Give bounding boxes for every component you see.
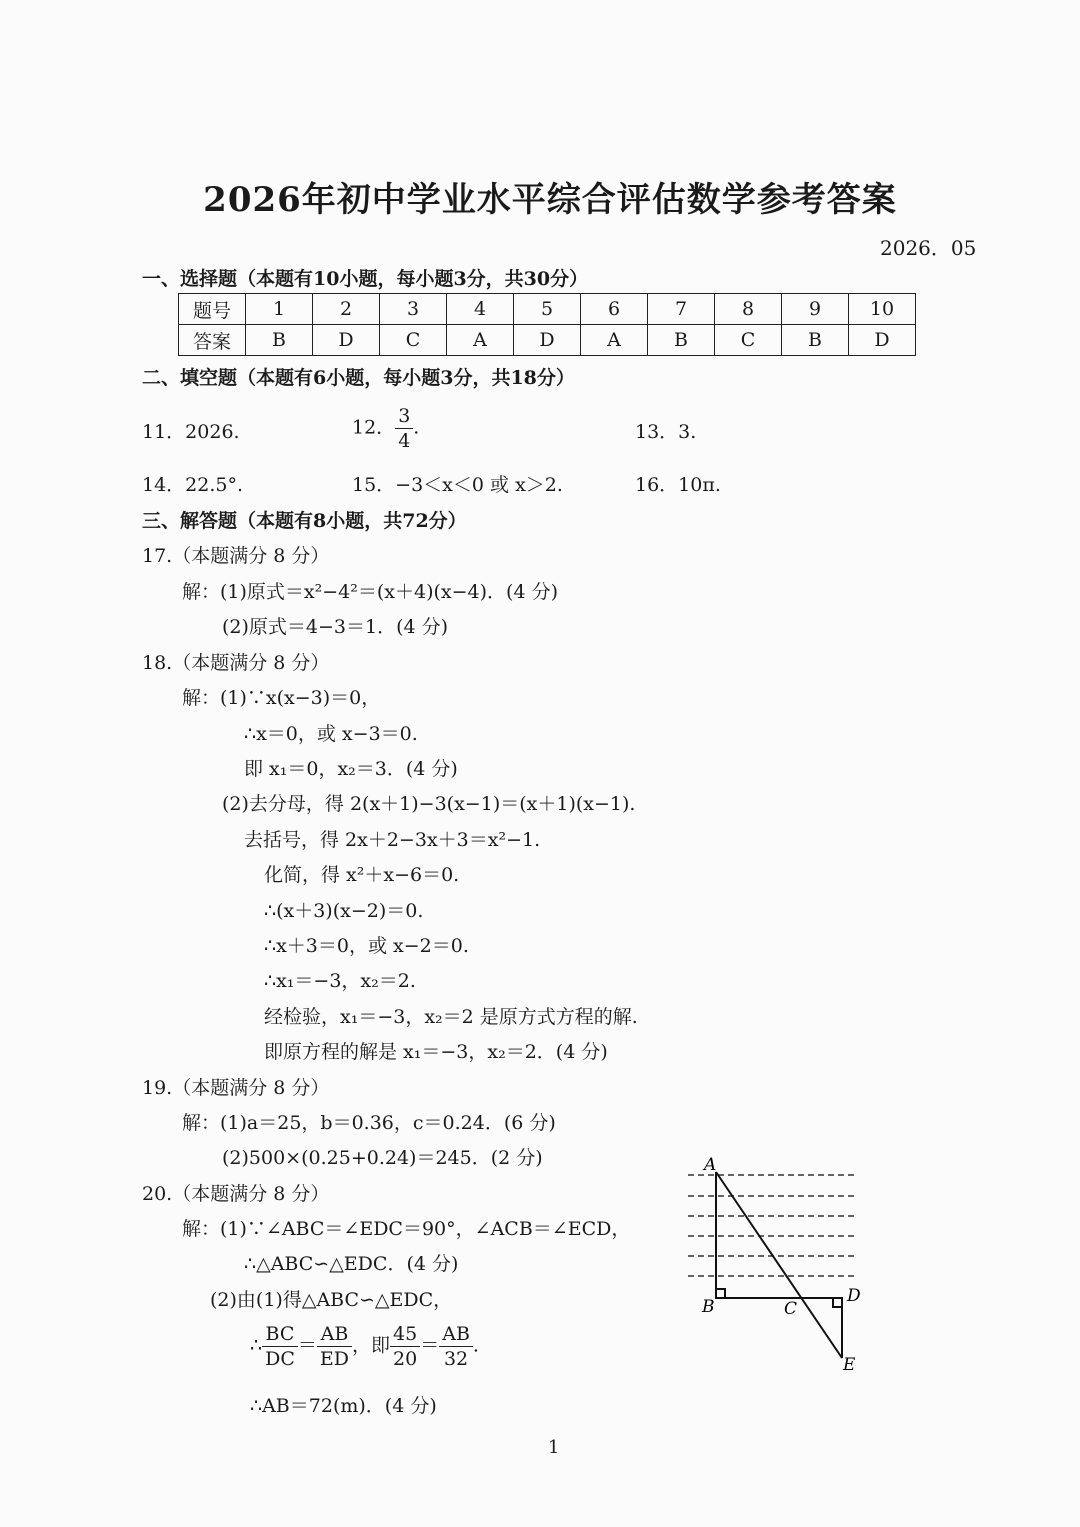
q12-tail: . [413, 416, 420, 439]
fraction-denominator: ED [319, 1348, 349, 1370]
q18-line: 去括号，得 2x＋2−3x＋3＝x²−1. [244, 829, 541, 851]
section2-heading: 二、填空题（本题有6小题，每小题3分，共18分） [142, 367, 575, 389]
q19-line: 解：(1)a＝25，b＝0.36，c＝0.24．(6 分) [182, 1112, 556, 1134]
table-cell: 4 [447, 294, 514, 325]
label-C: C [784, 1299, 798, 1319]
q17-line: (2)原式＝4−3＝1．(4 分) [222, 616, 449, 638]
q17-line: 解：(1)原式＝x²−4²＝(x＋4)(x−4)．(4 分) [182, 581, 559, 603]
label-D: D [847, 1286, 861, 1306]
table-cell: A [581, 325, 648, 356]
table-cell: A [447, 325, 514, 356]
table-cell: 7 [648, 294, 715, 325]
therefore-symbol: ∴ [250, 1334, 263, 1357]
table-header-question: 题号 [179, 294, 246, 325]
q18-header: 18.（本题满分 8 分） [142, 652, 330, 674]
connector-text: ，即 [352, 1334, 391, 1357]
fraction-denominator: 32 [443, 1348, 469, 1370]
answer-q12 [352, 404, 419, 453]
fraction [390, 1322, 420, 1371]
document-date: 2026．05 [880, 236, 977, 260]
fraction [262, 1322, 298, 1371]
fraction-numerator: 45 [390, 1322, 420, 1347]
period: . [472, 1334, 479, 1357]
answer-q16: 16．10π. [635, 474, 721, 496]
label-B: B [702, 1297, 715, 1317]
answer-q15: 15．−3＜x＜0 或 x＞2. [352, 474, 563, 496]
equals-sign: ＝ [420, 1334, 440, 1357]
table-cell: 1 [246, 294, 313, 325]
label-E: E [843, 1355, 856, 1375]
fraction [317, 1322, 352, 1371]
table-cell: B [246, 325, 313, 356]
q17-header: 17.（本题满分 8 分） [142, 545, 330, 567]
section3-heading: 三、解答题（本题有8小题，共72分） [142, 510, 467, 532]
q19-line: (2)500×(0.25+0.24)＝245．(2 分) [222, 1147, 543, 1169]
q18-line: 即 x₁＝0，x₂＝3．(4 分) [244, 758, 458, 780]
table-cell: 5 [514, 294, 581, 325]
q20-line: ∴△ABC∽△EDC．(4 分) [244, 1253, 459, 1275]
fraction-denominator: 20 [393, 1348, 418, 1370]
q18-line: ∴(x＋3)(x−2)＝0. [264, 900, 424, 922]
fraction-numerator: BC [262, 1322, 298, 1347]
q18-line: ∴x＋3＝0，或 x−2＝0. [264, 935, 469, 957]
answer-q13: 13．3. [635, 421, 697, 443]
triangle-lines [716, 1172, 842, 1358]
fraction-denominator: 4 [398, 430, 411, 452]
table-cell: 10 [849, 294, 916, 325]
q12-fraction [395, 404, 413, 453]
table-cell: 9 [782, 294, 849, 325]
table-cell: 3 [380, 294, 447, 325]
section1-heading: 一、选择题（本题有10小题，每小题3分，共30分） [142, 268, 589, 290]
table-cell: 6 [581, 294, 648, 325]
q12-label: 12． [352, 416, 396, 439]
table-cell: D [313, 325, 380, 356]
table-cell: D [849, 325, 916, 356]
table-cell: 8 [715, 294, 782, 325]
table-cell: C [380, 325, 447, 356]
q20-proportion [250, 1322, 479, 1371]
geometry-figure [680, 1150, 870, 1380]
label-A: A [704, 1155, 717, 1175]
fraction [439, 1322, 473, 1371]
q19-header: 19.（本题满分 8 分） [142, 1077, 330, 1099]
q20-line: ∴AB＝72(m)．(4 分) [250, 1395, 437, 1417]
fraction-numerator: AB [439, 1322, 473, 1347]
q18-line: (2)去分母，得 2(x＋1)−3(x−1)＝(x＋1)(x−1). [222, 793, 636, 815]
q20-line: 解：(1)∵∠ABC＝∠EDC＝90°，∠ACB＝∠ECD， [182, 1218, 631, 1240]
q18-line: 解：(1)∵x(x−3)＝0， [182, 687, 381, 709]
q18-line: ∴x＝0，或 x−3＝0. [244, 723, 418, 745]
page-number: 1 [548, 1437, 560, 1458]
q18-line: 即原方程的解是 x₁＝−3，x₂＝2．(4 分) [264, 1041, 608, 1063]
table-row-questions [179, 294, 916, 325]
equals-sign: ＝ [297, 1334, 317, 1357]
table-cell: B [782, 325, 849, 356]
q18-line: 化简，得 x²＋x−6＝0. [264, 864, 460, 886]
fraction-numerator: AB [317, 1322, 352, 1347]
q20-line: (2)由(1)得△ABC∽△EDC， [210, 1289, 453, 1311]
fraction-numerator: 3 [395, 404, 413, 429]
answer-table [178, 293, 916, 356]
table-cell: B [648, 325, 715, 356]
answer-q14: 14．22.5°. [142, 474, 244, 496]
table-cell: 2 [313, 294, 380, 325]
fraction-denominator: DC [265, 1348, 295, 1370]
answer-q11: 11．2026. [142, 421, 240, 443]
page-title: 2026年初中学业水平综合评估数学参考答案 [203, 180, 897, 220]
dashed-lines [688, 1175, 858, 1276]
q18-line: ∴x₁＝−3，x₂＝2. [264, 970, 416, 992]
table-header-answer: 答案 [179, 325, 246, 356]
table-cell: D [514, 325, 581, 356]
q18-line: 经检验，x₁＝−3，x₂＝2 是原方式方程的解. [264, 1006, 638, 1028]
table-cell: C [715, 325, 782, 356]
q20-header: 20.（本题满分 8 分） [142, 1183, 330, 1205]
table-row-answers [179, 325, 916, 356]
